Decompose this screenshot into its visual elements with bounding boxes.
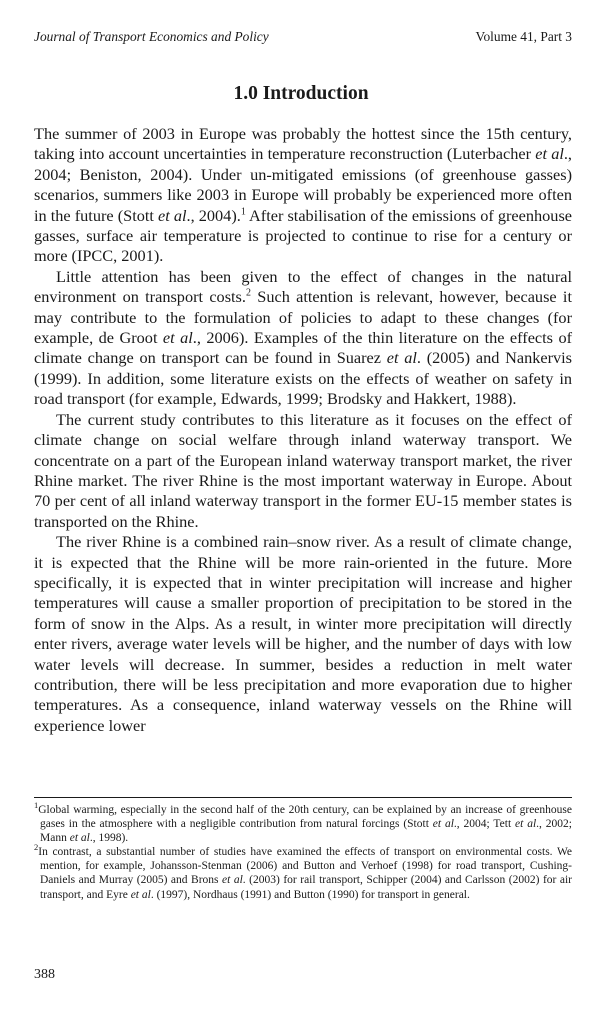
footnote-divider [34,797,572,798]
page-number: 388 [34,967,55,982]
footnote-ref-2[interactable]: 2 [245,287,251,299]
paragraph-1: The summer of 2003 in Europe was probably the hottest since the 15th century, taking into account uncertainties in temperature reconstruction (Luterbacher et al., 2004; Beniston, 2004). Under un-mitigated emissions (of greenhouse gasses) scenarios, summers like 2003 in Europe will probably be experienced more often in the future (Stott et al., 2004).$^1$ After stabilisation of the emissions of greenhouse gasses, surface air temperature is projected to continue to rise for a century or more (IPCC, 2001). [34,124,573,266]
section-title: 1.0 Introduction [233,83,369,104]
journal-title: Journal of Transport Economics and Policy [34,29,269,44]
footnotes [34,800,572,902]
paragraph-2: Little attention has been given to the effect of changes in the natural environment on transport costs.$^2$ Such attention is relevant, however, because it may contribute to the formulation of policies to adapt to these changes (for example, de Groot et al., 2006). Examples of the thin literature on the effects of climate change on transport can be found in Suarez et al. (2005) and Nankervis (1999). In addition, some literature exists on the effects of weather on safety in road transport (for example, Edwards, 1999; Brodsky and Hakkert, 1988). [34,266,573,409]
paragraph-4: The river Rhine is a combined rain–snow river. As a result of climate change, it is expected that the Rhine will be more rain-oriented in the future. More specifically, it is expected that in winter precipitation will increase and higher temperatures will cause a smaller proportion of precipitation to be stored in the form of snow in the Alps. As a result, in winter more precipitation will directly enter rivers, average water levels will be higher, and the number of days with low water levels will decrease. In summer, besides a reduction in melt water contribution, there will be less precipitation and more evaporation due to higher temperatures. As a consequence, inland waterway vessels on the Rhine will experience lower [34,532,572,735]
footnote-2: $^2$In contrast, a substantial number of studies have examined the effects of transport on environmental costs. We mention, for example, Johansson-Stenman (2006) and Button and Verhoef (1998) for road transport, Cushing-Daniels and Murray (2005) and Brons et al. (2003) for rail transport, Schipper (2004) and Carlsson (2002) for air transport, and Eyre et al. (1997), Nordhaus (1991) and Button (1990) for transport in general. [34,842,572,901]
footnote-ref-1[interactable]: 1 [240,206,246,218]
paragraph-3: The current study contributes to this literature as it focuses on the effect of climate change on social welfare through inland waterway transport. We concentrate on a part of the European inland waterway transport market, the river Rhine market. The river Rhine is the most important waterway in Europe. About 70 per cent of all inland waterway transport in the former EU-15 member states is transported on the Rhine. [34,409,572,531]
footnote-1: $^1$Global warming, especially in the second half of the 20th century, can be explained by an increase of greenhouse gases in the atmosphere with a negligible contribution from natural forcings (Stott et al., 2004; Tett et al., 2002; Mann et al., 1998). [34,800,572,845]
body-text [34,124,572,736]
volume-info: Volume 41, Part 3 [475,29,572,44]
